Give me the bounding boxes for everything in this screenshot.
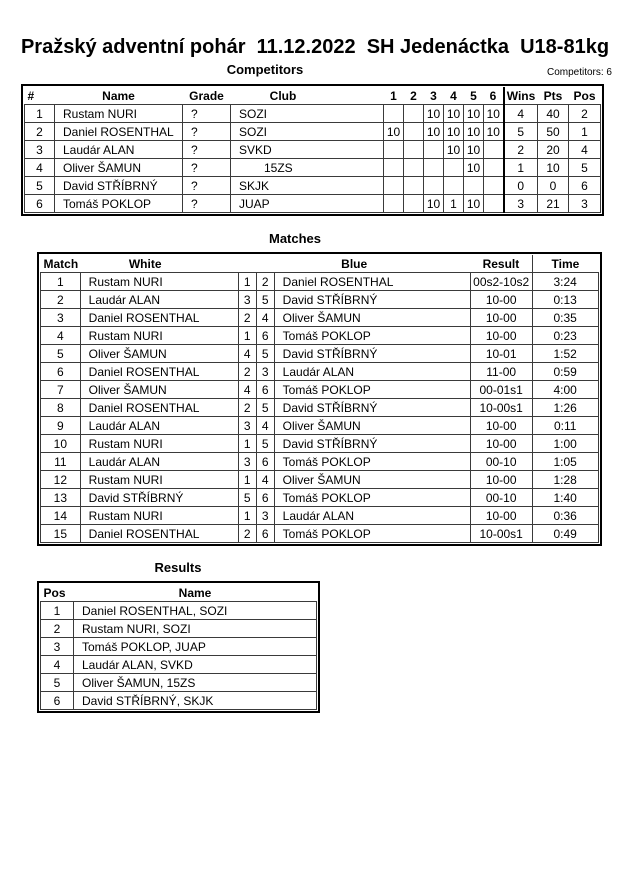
results-table-frame: [37, 581, 320, 713]
score-vs-3-cell: [424, 141, 444, 159]
competitor-grade-cell: ?: [183, 177, 231, 195]
blue-player-cell: David STŘÍBRNÝ: [274, 435, 470, 453]
results-table: [40, 584, 317, 710]
col-header-pts: Pts: [538, 87, 569, 105]
white-player-cell: Laudár ALAN: [80, 291, 238, 309]
score-vs-4-cell: 10: [444, 141, 464, 159]
white-player-number-cell: 2: [238, 363, 256, 381]
blue-player-number-cell: 6: [256, 525, 274, 543]
section-label-matches: Matches: [268, 231, 322, 246]
competitor-position-cell: 6: [569, 177, 601, 195]
match-row: [41, 381, 599, 399]
score-vs-3-cell: [424, 177, 444, 195]
match-row: [41, 489, 599, 507]
competitor-club-cell: SKJK: [231, 177, 384, 195]
match-result-cell: 10-01: [470, 345, 532, 363]
competitors-header-row: [25, 87, 601, 105]
final-position-cell: 5: [41, 674, 74, 692]
match-result-cell: 00-10: [470, 489, 532, 507]
match-time-cell: 0:11: [532, 417, 598, 435]
results-header-row: [41, 584, 317, 602]
competitor-number-cell: 5: [25, 177, 55, 195]
white-player-number-cell: 3: [238, 417, 256, 435]
competitor-position-cell: 2: [569, 105, 601, 123]
score-vs-6-cell: 10: [484, 123, 504, 141]
competitor-points-cell: 21: [538, 195, 569, 213]
competitor-name-cell: Tomáš POKLOP: [55, 195, 183, 213]
final-position-cell: 3: [41, 638, 74, 656]
section-label-competitors: Competitors: [226, 62, 304, 77]
competitor-row: [25, 195, 601, 213]
competitor-wins-cell: 0: [504, 177, 538, 195]
competitor-row: [25, 105, 601, 123]
score-vs-1-cell: [384, 105, 404, 123]
competitor-number-cell: 2: [25, 123, 55, 141]
score-vs-3-cell: 10: [424, 195, 444, 213]
result-row: [41, 620, 317, 638]
competitor-name-cell: David STŘÍBRNÝ: [55, 177, 183, 195]
competitor-wins-cell: 3: [504, 195, 538, 213]
col-header-5: 5: [464, 87, 484, 105]
col-header-name: Name: [74, 584, 317, 602]
competitor-club-cell: SOZI: [231, 123, 384, 141]
match-number-cell: 8: [41, 399, 81, 417]
blue-player-number-cell: 5: [256, 345, 274, 363]
score-vs-4-cell: [444, 177, 464, 195]
white-player-cell: Laudár ALAN: [80, 453, 238, 471]
matches-table-frame: [37, 252, 602, 546]
competitor-grade-cell: ?: [183, 195, 231, 213]
blue-player-cell: Tomáš POKLOP: [274, 489, 470, 507]
score-vs-2-cell: [404, 141, 424, 159]
col-header-1: 1: [384, 87, 404, 105]
blue-player-cell: David STŘÍBRNÝ: [274, 399, 470, 417]
match-time-cell: 1:52: [532, 345, 598, 363]
score-vs-5-cell: 10: [464, 195, 484, 213]
match-time-cell: 4:00: [532, 381, 598, 399]
blue-player-number-cell: 5: [256, 399, 274, 417]
white-player-cell: Daniel ROSENTHAL: [80, 309, 238, 327]
blue-player-number-cell: 6: [256, 327, 274, 345]
score-vs-5-cell: 10: [464, 141, 484, 159]
match-result-cell: 10-00: [470, 507, 532, 525]
score-vs-6-cell: [484, 159, 504, 177]
match-number-cell: 12: [41, 471, 81, 489]
score-vs-5-cell: 10: [464, 123, 484, 141]
match-number-cell: 13: [41, 489, 81, 507]
competitor-number-cell: 1: [25, 105, 55, 123]
competitor-number-cell: 4: [25, 159, 55, 177]
score-vs-6-cell: 10: [484, 105, 504, 123]
match-result-cell: 10-00: [470, 435, 532, 453]
match-result-cell: 00-01s1: [470, 381, 532, 399]
score-vs-2-cell: [404, 105, 424, 123]
match-row: [41, 417, 599, 435]
match-result-cell: 10-00: [470, 291, 532, 309]
blue-player-number-cell: 4: [256, 417, 274, 435]
competitor-grade-cell: ?: [183, 105, 231, 123]
score-vs-4-cell: 10: [444, 105, 464, 123]
col-header-4: 4: [444, 87, 464, 105]
blue-player-cell: Laudár ALAN: [274, 363, 470, 381]
match-result-cell: 10-00: [470, 417, 532, 435]
score-vs-1-cell: [384, 159, 404, 177]
competitors-count: Competitors: 6: [546, 67, 612, 78]
result-row: [41, 656, 317, 674]
competitor-points-cell: 50: [538, 123, 569, 141]
white-player-number-cell: 5: [238, 489, 256, 507]
match-number-cell: 10: [41, 435, 81, 453]
score-vs-6-cell: [484, 195, 504, 213]
score-vs-6-cell: [484, 141, 504, 159]
final-name-cell: Laudár ALAN, SVKD: [74, 656, 317, 674]
blue-player-cell: Tomáš POKLOP: [274, 327, 470, 345]
match-number-cell: 14: [41, 507, 81, 525]
white-player-cell: Oliver ŠAMUN: [80, 381, 238, 399]
match-time-cell: 1:00: [532, 435, 598, 453]
score-vs-4-cell: [444, 159, 464, 177]
white-player-number-cell: 4: [238, 345, 256, 363]
match-time-cell: 0:23: [532, 327, 598, 345]
blue-player-cell: David STŘÍBRNÝ: [274, 345, 470, 363]
match-row: [41, 309, 599, 327]
blue-player-number-cell: 3: [256, 363, 274, 381]
match-time-cell: 0:36: [532, 507, 598, 525]
white-player-number-cell: 1: [238, 471, 256, 489]
blue-player-number-cell: 4: [256, 309, 274, 327]
final-name-cell: David STŘÍBRNÝ, SKJK: [74, 692, 317, 710]
competitor-wins-cell: 2: [504, 141, 538, 159]
score-vs-4-cell: 1: [444, 195, 464, 213]
page-title: Pražský adventní pohár 11.12.2022 SH Jedenáctka U18-81kg: [20, 36, 610, 58]
white-player-number-cell: 2: [238, 525, 256, 543]
match-result-cell: 00s2-10s2: [470, 273, 532, 291]
match-row: [41, 291, 599, 309]
col-header-pos: Pos: [41, 584, 74, 602]
white-player-number-cell: 2: [238, 399, 256, 417]
competitor-number-cell: 6: [25, 195, 55, 213]
col-header-club: Club: [231, 87, 384, 105]
match-time-cell: 0:59: [532, 363, 598, 381]
result-row: [41, 692, 317, 710]
white-player-cell: Rustam NURI: [80, 273, 238, 291]
score-vs-5-cell: 10: [464, 159, 484, 177]
competitor-name-cell: Laudár ALAN: [55, 141, 183, 159]
score-vs-1-cell: 10: [384, 123, 404, 141]
score-vs-4-cell: 10: [444, 123, 464, 141]
competitor-club-cell: 15ZS: [231, 159, 384, 177]
blue-player-number-cell: 2: [256, 273, 274, 291]
section-label-results: Results: [154, 560, 202, 575]
competitor-name-cell: Oliver ŠAMUN: [55, 159, 183, 177]
match-number-cell: 6: [41, 363, 81, 381]
competitor-grade-cell: ?: [183, 159, 231, 177]
competitor-wins-cell: 5: [504, 123, 538, 141]
score-vs-3-cell: [424, 159, 444, 177]
competitor-name-cell: Rustam NURI: [55, 105, 183, 123]
white-player-cell: Daniel ROSENTHAL: [80, 363, 238, 381]
competitor-position-cell: 5: [569, 159, 601, 177]
white-player-number-cell: 1: [238, 435, 256, 453]
white-player-cell: Daniel ROSENTHAL: [80, 399, 238, 417]
white-player-cell: David STŘÍBRNÝ: [80, 489, 238, 507]
final-position-cell: 6: [41, 692, 74, 710]
blue-player-cell: Oliver ŠAMUN: [274, 309, 470, 327]
score-vs-2-cell: [404, 159, 424, 177]
col-header-grade: Grade: [183, 87, 231, 105]
match-number-cell: 15: [41, 525, 81, 543]
competitor-name-cell: Daniel ROSENTHAL: [55, 123, 183, 141]
blue-player-cell: Tomáš POKLOP: [274, 381, 470, 399]
competitor-position-cell: 1: [569, 123, 601, 141]
match-number-cell: 7: [41, 381, 81, 399]
score-vs-3-cell: 10: [424, 123, 444, 141]
match-number-cell: 4: [41, 327, 81, 345]
match-number-cell: 3: [41, 309, 81, 327]
competitor-row: [25, 177, 601, 195]
match-time-cell: 1:40: [532, 489, 598, 507]
match-row: [41, 471, 599, 489]
match-result-cell: 10-00s1: [470, 399, 532, 417]
competitor-points-cell: 40: [538, 105, 569, 123]
competitor-wins-cell: 4: [504, 105, 538, 123]
blue-player-number-cell: 6: [256, 453, 274, 471]
competitor-club-cell: SOZI: [231, 105, 384, 123]
match-result-cell: 10-00s1: [470, 525, 532, 543]
col-header-6: 6: [484, 87, 504, 105]
match-row: [41, 327, 599, 345]
result-row: [41, 638, 317, 656]
competitor-row: [25, 123, 601, 141]
match-result-cell: 00-10: [470, 453, 532, 471]
white-player-number-cell: 3: [238, 291, 256, 309]
white-player-number-cell: 2: [238, 309, 256, 327]
match-number-cell: 11: [41, 453, 81, 471]
competitor-points-cell: 0: [538, 177, 569, 195]
competitor-club-cell: JUAP: [231, 195, 384, 213]
col-header-3: 3: [424, 87, 444, 105]
white-player-number-cell: 1: [238, 273, 256, 291]
match-row: [41, 345, 599, 363]
col-header-pos: Pos: [569, 87, 601, 105]
white-player-cell: Laudár ALAN: [80, 417, 238, 435]
result-row: [41, 602, 317, 620]
match-time-cell: 0:35: [532, 309, 598, 327]
col-header-match: Match: [41, 255, 81, 273]
score-vs-6-cell: [484, 177, 504, 195]
competitor-position-cell: 4: [569, 141, 601, 159]
white-player-number-cell: 1: [238, 327, 256, 345]
blue-player-cell: Tomáš POKLOP: [274, 525, 470, 543]
blue-player-number-cell: 6: [256, 489, 274, 507]
competitor-grade-cell: ?: [183, 141, 231, 159]
match-number-cell: 5: [41, 345, 81, 363]
result-row: [41, 674, 317, 692]
blue-player-number-cell: 6: [256, 381, 274, 399]
competitor-points-cell: 10: [538, 159, 569, 177]
blue-player-cell: Daniel ROSENTHAL: [274, 273, 470, 291]
col-header-blue: Blue: [238, 255, 470, 273]
match-row: [41, 507, 599, 525]
final-position-cell: 2: [41, 620, 74, 638]
match-time-cell: 0:49: [532, 525, 598, 543]
white-player-number-cell: 1: [238, 507, 256, 525]
col-header-time: Time: [532, 255, 598, 273]
match-time-cell: 0:13: [532, 291, 598, 309]
blue-player-number-cell: 5: [256, 291, 274, 309]
match-number-cell: 9: [41, 417, 81, 435]
competitor-wins-cell: 1: [504, 159, 538, 177]
blue-player-number-cell: 4: [256, 471, 274, 489]
competitor-row: [25, 141, 601, 159]
matches-header-row: [41, 255, 599, 273]
final-position-cell: 1: [41, 602, 74, 620]
white-player-cell: Rustam NURI: [80, 471, 238, 489]
blue-player-cell: Laudár ALAN: [274, 507, 470, 525]
match-row: [41, 363, 599, 381]
col-header-wins: Wins: [504, 87, 538, 105]
score-vs-5-cell: 10: [464, 105, 484, 123]
competitor-row: [25, 159, 601, 177]
match-row: [41, 435, 599, 453]
blue-player-cell: Tomáš POKLOP: [274, 453, 470, 471]
competitor-number-cell: 3: [25, 141, 55, 159]
match-time-cell: 1:26: [532, 399, 598, 417]
final-name-cell: Rustam NURI, SOZI: [74, 620, 317, 638]
match-result-cell: 10-00: [470, 471, 532, 489]
white-player-cell: Daniel ROSENTHAL: [80, 525, 238, 543]
match-result-cell: 10-00: [470, 309, 532, 327]
score-vs-1-cell: [384, 177, 404, 195]
match-number-cell: 2: [41, 291, 81, 309]
final-name-cell: Tomáš POKLOP, JUAP: [74, 638, 317, 656]
match-time-cell: 1:28: [532, 471, 598, 489]
score-vs-2-cell: [404, 195, 424, 213]
competitor-position-cell: 3: [569, 195, 601, 213]
score-vs-2-cell: [404, 177, 424, 195]
competitor-club-cell: SVKD: [231, 141, 384, 159]
white-player-cell: Oliver ŠAMUN: [80, 345, 238, 363]
match-number-cell: 1: [41, 273, 81, 291]
competitor-points-cell: 20: [538, 141, 569, 159]
col-header-name: Name: [55, 87, 183, 105]
match-result-cell: 11-00: [470, 363, 532, 381]
final-position-cell: 4: [41, 656, 74, 674]
match-row: [41, 273, 599, 291]
score-vs-1-cell: [384, 141, 404, 159]
blue-player-cell: Oliver ŠAMUN: [274, 471, 470, 489]
match-time-cell: 3:24: [532, 273, 598, 291]
white-player-cell: Rustam NURI: [80, 507, 238, 525]
white-player-cell: Rustam NURI: [80, 327, 238, 345]
blue-player-cell: Oliver ŠAMUN: [274, 417, 470, 435]
white-player-number-cell: 4: [238, 381, 256, 399]
col-header-num: #: [25, 87, 55, 105]
blue-player-number-cell: 5: [256, 435, 274, 453]
white-player-number-cell: 3: [238, 453, 256, 471]
white-player-cell: Rustam NURI: [80, 435, 238, 453]
final-name-cell: Daniel ROSENTHAL, SOZI: [74, 602, 317, 620]
match-time-cell: 1:05: [532, 453, 598, 471]
score-vs-3-cell: 10: [424, 105, 444, 123]
score-vs-1-cell: [384, 195, 404, 213]
score-vs-5-cell: [464, 177, 484, 195]
competitor-grade-cell: ?: [183, 123, 231, 141]
competitors-table-frame: [21, 84, 604, 216]
matches-table: [40, 255, 599, 543]
blue-player-cell: David STŘÍBRNÝ: [274, 291, 470, 309]
match-row: [41, 399, 599, 417]
competitors-table: [24, 87, 601, 213]
match-result-cell: 10-00: [470, 327, 532, 345]
col-header-result: Result: [470, 255, 532, 273]
col-header-white: White: [80, 255, 238, 273]
final-name-cell: Oliver ŠAMUN, 15ZS: [74, 674, 317, 692]
score-vs-2-cell: [404, 123, 424, 141]
match-row: [41, 525, 599, 543]
blue-player-number-cell: 3: [256, 507, 274, 525]
col-header-2: 2: [404, 87, 424, 105]
match-row: [41, 453, 599, 471]
